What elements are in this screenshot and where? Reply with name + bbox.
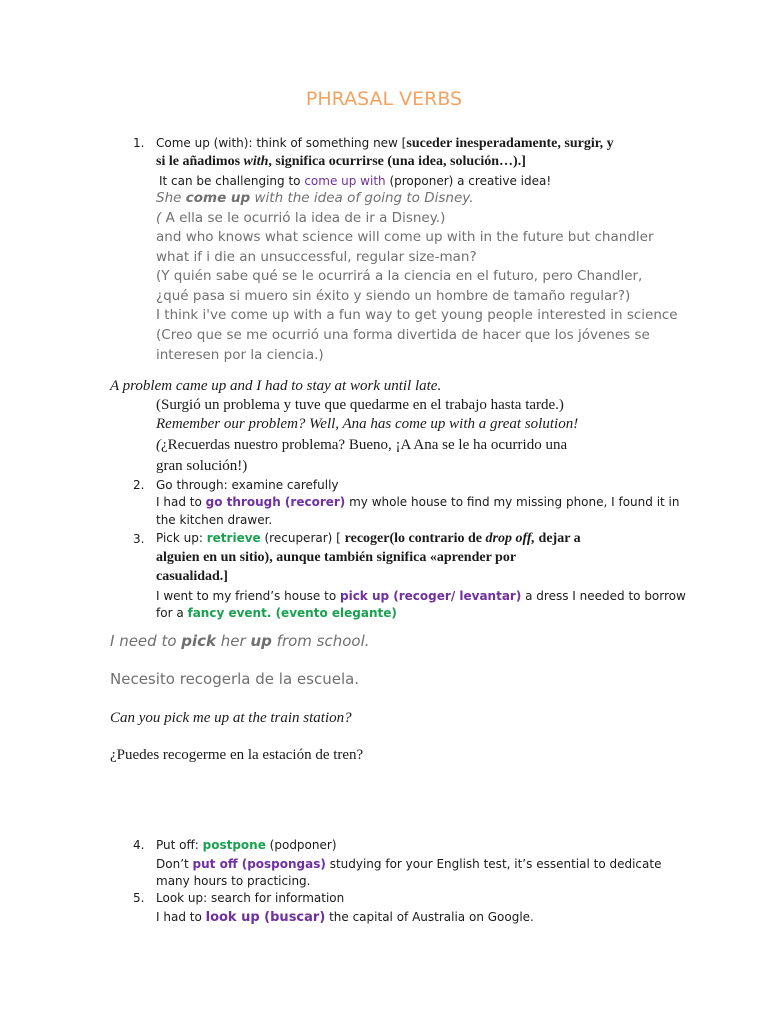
list-number-2: 2. (133, 478, 145, 492)
item3-example-cont: for a fancy event. (evento elegante) (156, 606, 397, 620)
item3-definition-line3: casualidad.] (156, 569, 228, 584)
item4-example-cont: many hours to practicing. (156, 874, 311, 888)
item1-definition-line2: si le añadimos with, significa ocurrirse (una idea, solución…).] (156, 154, 526, 169)
list-number-3: 3. (133, 532, 145, 546)
pick-example-2: Can you pick me up at the train station? (110, 710, 352, 726)
text-line: ¿qué pasa si muero sin éxito y siendo un hombre de tamaño regular?) (156, 287, 631, 304)
text-line: (Y quién sabe qué se le ocurrirá a la ciencia en el futuro, pero Chandler, (156, 268, 643, 285)
problem-translation-2: (¿Recuerdas nuestro problema? Bueno, ¡A Ana se le ha ocurrido una (156, 437, 568, 453)
page-title: PHRASAL VERBS (305, 88, 463, 110)
item3-definition: Pick up: retrieve (recuperar) [ recoger(lo contrario de drop off, dejar a (156, 531, 581, 546)
pick-example: I need to pick her up from school. (110, 632, 370, 650)
item2-definition: Go through: examine carefully (156, 478, 339, 492)
problem-example-2: Remember our problem? Well, Ana has come up with a great solution! (156, 416, 579, 432)
list-number-4: 4. (133, 838, 145, 852)
problem-example: A problem came up and I had to stay at work until late. (110, 378, 442, 394)
list-number-5: 5. (133, 891, 145, 905)
text-line: what if i die an unsuccessful, regular size-man? (156, 248, 477, 265)
item3-definition-line2: alguien en un sitio), aunque también significa «aprender por (156, 550, 517, 565)
item5-example: I had to look up (buscar) the capital of Australia on Google. (156, 910, 534, 925)
item1-example-2: She come up with the idea of going to Disney. (156, 190, 474, 206)
list-number-1: 1. (133, 136, 145, 150)
item4-definition: Put off: postpone (podponer) (156, 838, 337, 852)
item1-example-1: It can be challenging to come up with (proponer) a creative idea! (159, 174, 552, 188)
item1-example-3: ( A ella se le ocurrió la idea de ir a Disney.) (156, 210, 446, 226)
text-line: interesen por la ciencia.) (156, 346, 324, 363)
item2-example: I had to go through (recorer) my whole house to find my missing phone, I found it in (156, 495, 680, 509)
problem-translation: (Surgió un problema y tuve que quedarme en el trabajo hasta tarde.) (156, 397, 564, 413)
item4-example: Don’t put off (pospongas) studying for your English test, it’s essential to dedicate (156, 857, 662, 871)
item2-example-cont: the kitchen drawer. (156, 513, 273, 527)
item3-example: I went to my friend’s house to pick up (recoger/ levantar) a dress I needed to borrow (156, 589, 686, 603)
text-line: (Creo que se me ocurrió una forma divertida de hacer que los jóvenes se (156, 326, 650, 343)
item1-definition: Come up (with): think of something new [suceder inesperadamente, surgir, y (156, 136, 614, 151)
problem-translation-2-cont: gran solución!) (156, 458, 248, 474)
item1-example-block (156, 228, 678, 365)
text-line: and who knows what science will come up with in the future but chandler (156, 229, 654, 245)
item5-definition: Look up: search for information (156, 891, 345, 905)
text-line: I think i've come up with a fun way to get young people interested in science (156, 307, 678, 324)
pick-translation-2: ¿Puedes recogerme en la estación de tren? (110, 747, 364, 763)
pick-translation: Necesito recogerla de la escuela. (110, 670, 360, 688)
